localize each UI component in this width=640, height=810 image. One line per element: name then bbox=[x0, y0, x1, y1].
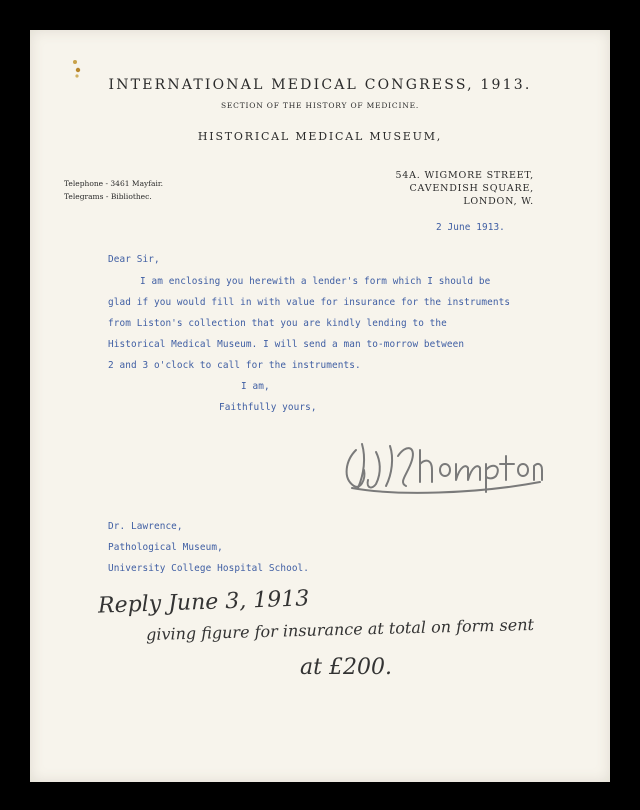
body-line: 2 and 3 o'clock to call for the instruments. bbox=[108, 360, 361, 371]
telephone-line: Telephone - 3461 Mayfair. bbox=[64, 179, 164, 188]
handwritten-note-line: Reply June 3, 1913 bbox=[97, 586, 310, 619]
salutation: Dear Sir, bbox=[108, 254, 160, 265]
handwritten-note-line: giving figure for insurance at total on form sent bbox=[145, 614, 535, 645]
address-line: CAVENDISH SQUARE, bbox=[409, 183, 534, 194]
body-line: I am enclosing you herewith a lender's form which I should be bbox=[140, 276, 491, 287]
letterhead-section: SECTION OF THE HISTORY OF MEDICINE. bbox=[220, 101, 420, 110]
recipient-line: University College Hospital School. bbox=[108, 563, 310, 574]
address-line: 54A. WIGMORE STREET, bbox=[395, 170, 534, 181]
recipient-line: Dr. Lawrence, bbox=[108, 521, 183, 532]
recipient-line: Pathological Museum, bbox=[108, 542, 223, 553]
letter-date: 2 June 1913. bbox=[436, 222, 505, 233]
closing-line: I am, bbox=[241, 381, 270, 392]
telegrams-line: Telegrams - Bibliothec. bbox=[64, 192, 152, 201]
address-line: LONDON, W. bbox=[463, 196, 534, 207]
body-line: glad if you would fill in with value for insurance for the instruments bbox=[108, 297, 511, 308]
letterhead-museum: HISTORICAL MEDICAL MUSEUM, bbox=[197, 130, 443, 143]
body-line: Historical Medical Museum. I will send a man to-morrow between bbox=[108, 339, 465, 350]
closing-line: Faithfully yours, bbox=[219, 402, 317, 413]
handwritten-note-line: at £200. bbox=[300, 655, 392, 680]
body-line: from Liston's collection that you are kindly lending to the bbox=[108, 318, 447, 329]
letterhead-title: INTERNATIONAL MEDICAL CONGRESS, 1913. bbox=[108, 77, 532, 93]
signature bbox=[336, 430, 548, 502]
